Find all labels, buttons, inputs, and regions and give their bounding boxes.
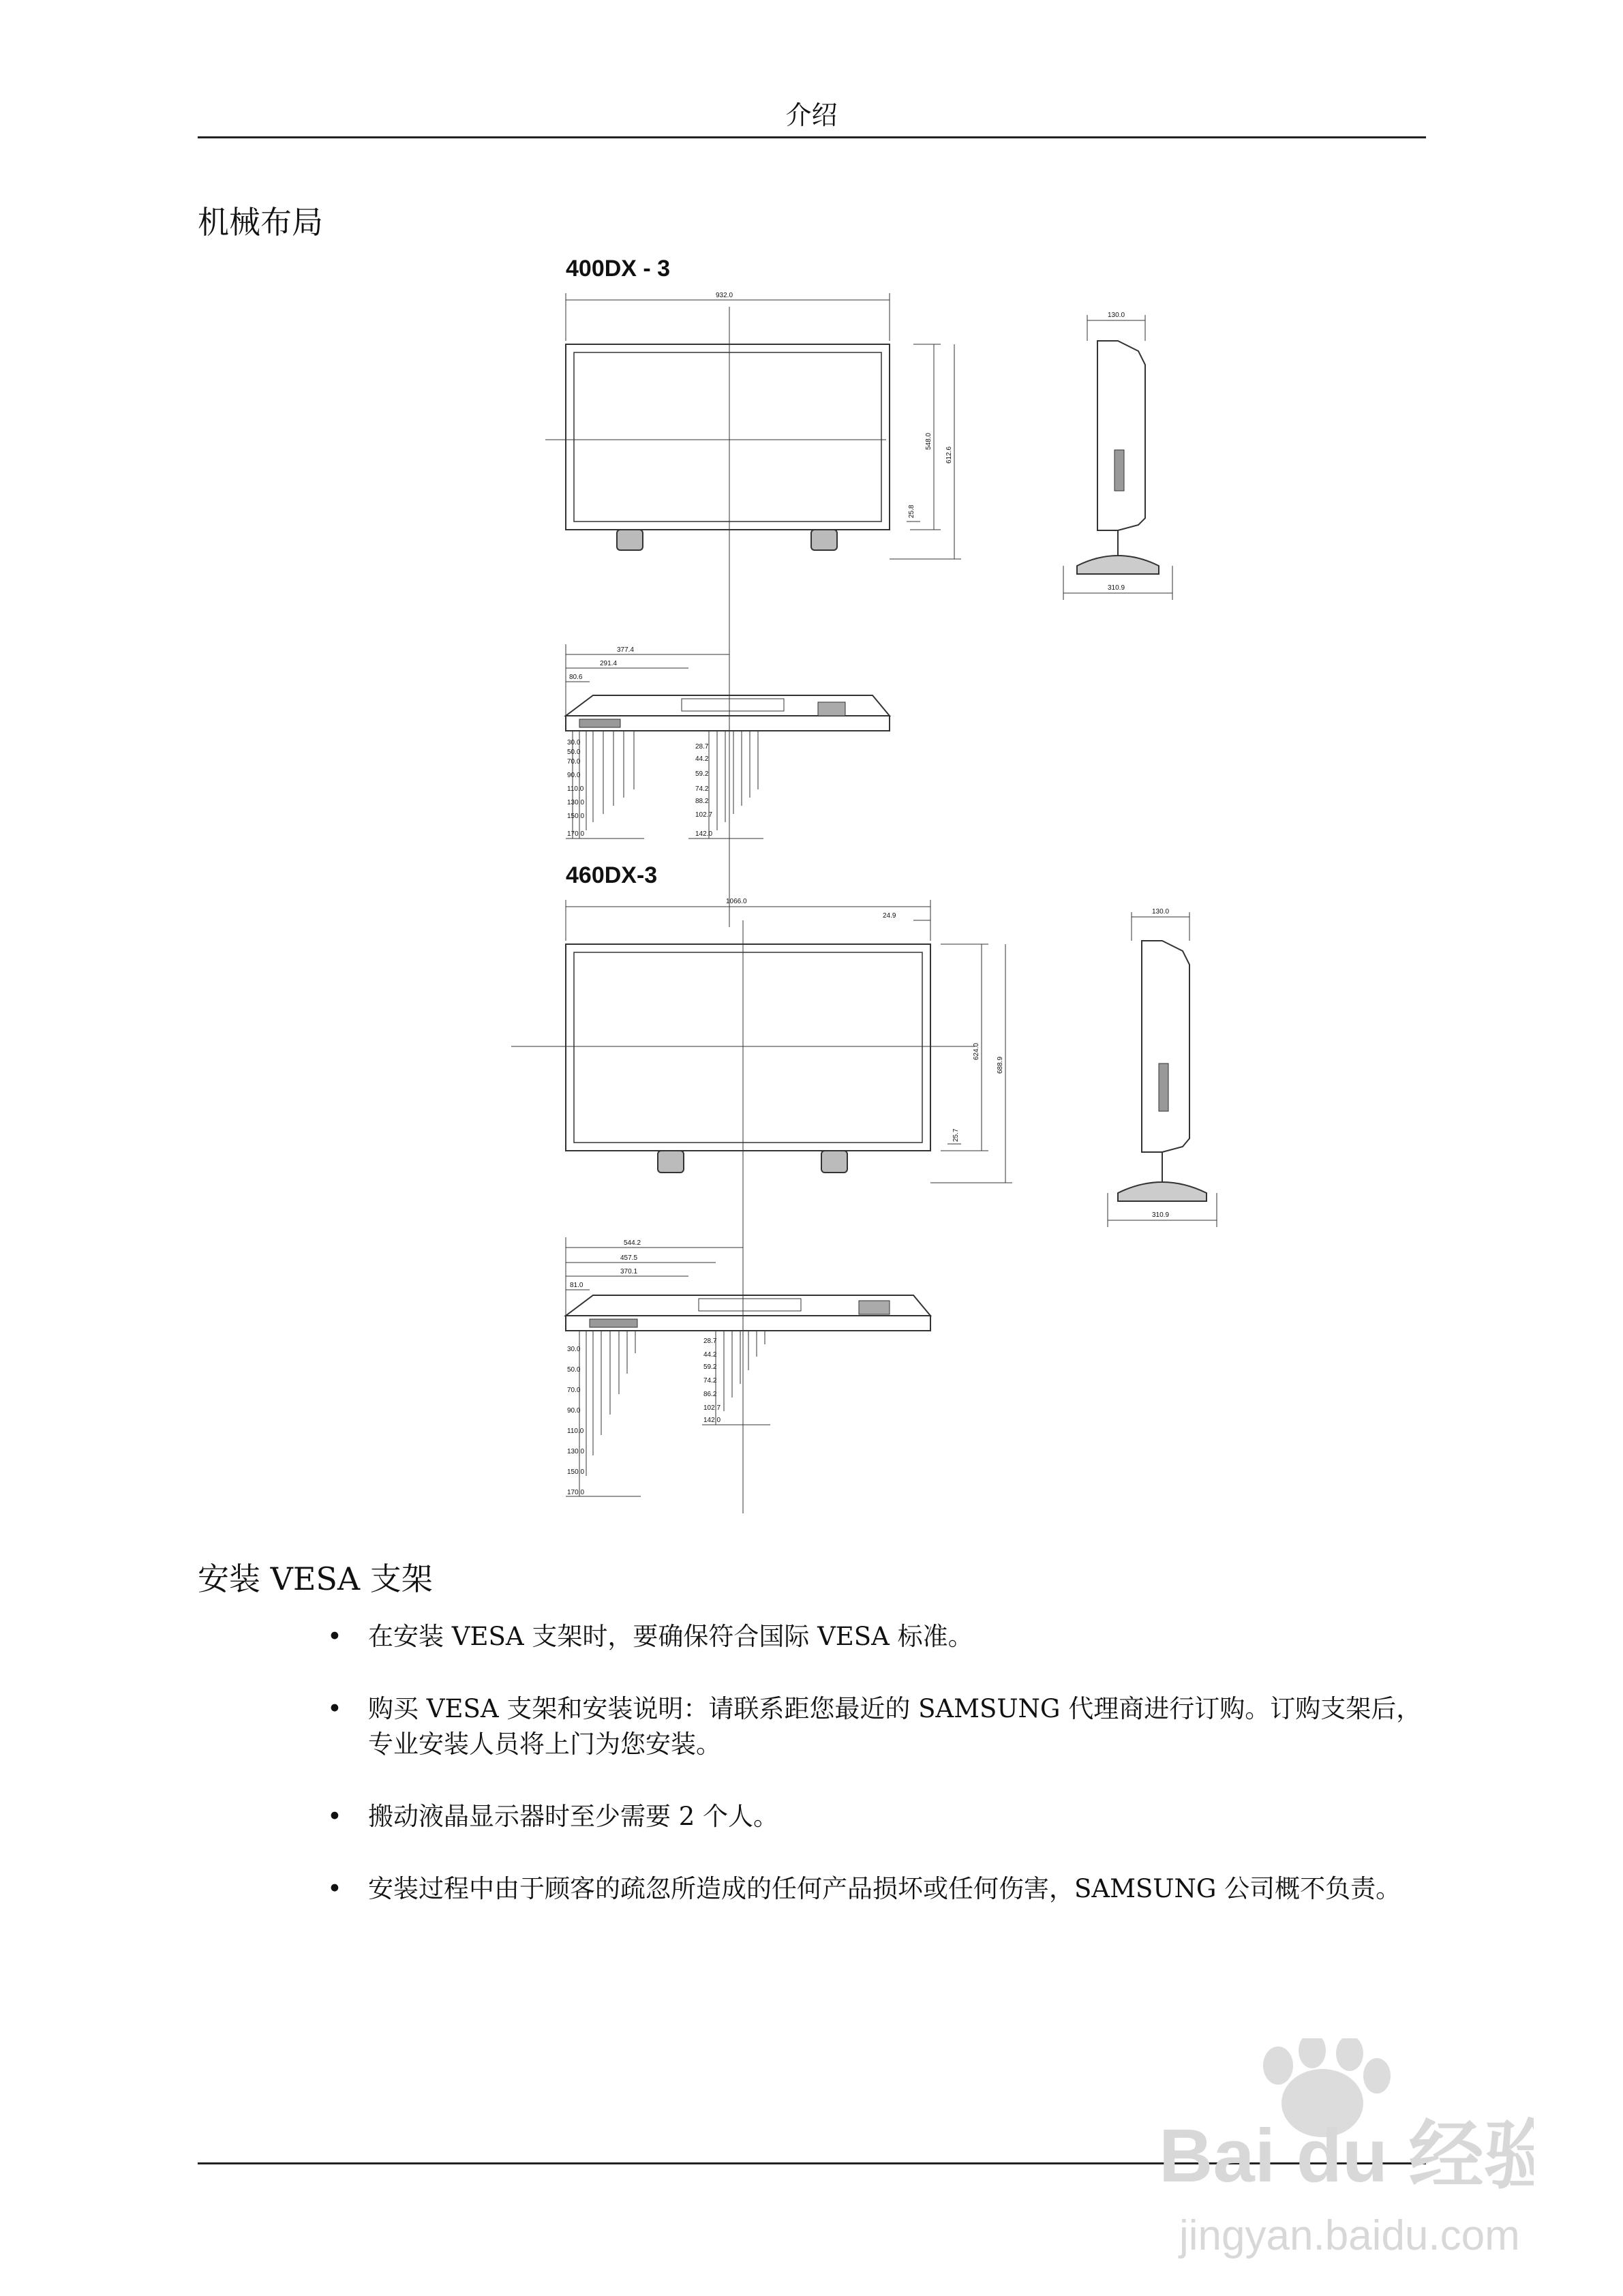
dim-400-left-5: 130.0 (567, 799, 585, 806)
header-rule (198, 136, 1426, 138)
paw-icon (1152, 2038, 1534, 2270)
watermark-url: jingyan.baidu.com (1179, 2212, 1520, 2259)
list-item-text: 安装过程中由于顾客的疏忽所造成的任何产品损坏或任何伤害，SAMSUNG 公司概不负责。 (368, 1874, 1401, 1903)
dim-460-left-6: 150.0 (567, 1468, 585, 1476)
dim-460-bezel: 24.9 (883, 912, 896, 920)
dim-400-bottom: 25.8 (908, 504, 915, 518)
dim-400-right-5: 102.7 (695, 811, 713, 819)
front-bezel-460 (566, 944, 930, 1151)
dim-400-side: 130.0 (1108, 312, 1125, 319)
dim-400-top-2: 80.6 (569, 674, 583, 681)
dim-400-right-3: 74.2 (695, 785, 709, 793)
dim-400-left-3: 90.0 (567, 772, 581, 779)
dim-460-right-4: 86.2 (703, 1391, 717, 1398)
mechanical-diagram (504, 245, 1241, 1516)
dim-400-overall: 612.6 (945, 446, 953, 464)
bullet-icon: • (327, 1874, 342, 1903)
dim-400-top-0: 377.4 (617, 646, 635, 654)
dim-400-right-6: 142.0 (695, 830, 713, 838)
model-name-460: 460DX-3 (566, 862, 658, 888)
dim-460-left-7: 170.0 (567, 1489, 585, 1496)
dim-400-stand: 310.9 (1108, 584, 1125, 592)
dim-460-left-2: 70.0 (567, 1387, 581, 1394)
list-item (320, 1619, 1426, 1655)
front-screen-460 (574, 952, 922, 1143)
dim-460-right-1: 44.2 (703, 1351, 717, 1359)
dim-460-width: 1066.0 (726, 898, 747, 905)
dim-460-left-4: 110.0 (567, 1428, 584, 1435)
dim-400-width: 932.0 (716, 292, 733, 299)
watermark-brand: Bai du 经验 (1159, 2114, 1534, 2198)
dim-460-left-1: 50.0 (567, 1366, 581, 1374)
dim-400-right-0: 28.7 (695, 743, 709, 751)
dim-460-right-5: 102.7 (703, 1404, 721, 1412)
list-item-text: 在安装 VESA 支架时，要确保符合国际 VESA 标准。 (368, 1622, 973, 1651)
dim-460-side: 130.0 (1152, 908, 1170, 916)
dim-460-height: 624.0 (973, 1042, 980, 1060)
dim-400-left-4: 110.0 (567, 785, 584, 793)
dim-460-top-0: 544.2 (624, 1239, 641, 1247)
list-item-text: 购买 VESA 支架和安装说明：请联系距您最近的 SAMSUNG 代理商进行订购。订购支架后，专业安装人员将上门为您安装。 (368, 1694, 1422, 1759)
dim-400-left-2: 70.0 (567, 758, 581, 766)
dim-460-top-2: 370.1 (620, 1268, 638, 1275)
bullet-icon: • (327, 1622, 342, 1651)
front-bezel-400 (566, 344, 890, 530)
dim-400-top-1: 291.4 (600, 660, 618, 667)
dim-460-left-0: 30.0 (567, 1346, 581, 1353)
baidu-watermark (1152, 2038, 1534, 2270)
list-item (320, 1691, 1426, 1762)
dim-460-stand: 310.9 (1152, 1211, 1170, 1219)
page-header-title: 介绍 (785, 100, 838, 130)
dim-460-right-3: 74.2 (703, 1377, 717, 1385)
dim-460-right-0: 28.7 (703, 1338, 717, 1345)
section-title-mechanical: 机械布局 (198, 204, 323, 241)
front-screen-400 (574, 352, 881, 522)
dim-460-right-6: 142.0 (703, 1417, 721, 1424)
dim-460-top-3: 81.0 (570, 1282, 583, 1289)
dim-400-height: 548.0 (925, 432, 932, 450)
dim-460-overall: 688.9 (997, 1056, 1004, 1074)
dim-400-right-1: 44.2 (695, 755, 709, 763)
dim-400-right-4: 88.2 (695, 798, 709, 805)
dim-460-bottom: 25.7 (952, 1128, 960, 1142)
dim-460-left-5: 130.0 (567, 1448, 585, 1455)
dim-400-left-1: 50.0 (567, 749, 581, 756)
list-item (320, 1871, 1426, 1907)
dim-460-left-3: 90.0 (567, 1407, 581, 1415)
section-title-vesa: 安装 VESA 支架 (198, 1560, 433, 1597)
dim-460-right-2: 59.2 (703, 1363, 717, 1371)
dim-400-left-0: 30.0 (567, 739, 581, 746)
dim-460-top-1: 457.5 (620, 1254, 638, 1262)
dim-400-left-6: 150.0 (567, 813, 585, 820)
bullet-icon: • (327, 1802, 342, 1831)
bullet-icon: • (327, 1694, 342, 1723)
model-name-400: 400DX - 3 (566, 256, 671, 282)
list-item (320, 1799, 1426, 1834)
dim-400-right-2: 59.2 (695, 770, 709, 778)
vesa-bullet-list (320, 1619, 1426, 1944)
list-item-text: 搬动液晶显示器时至少需要 2 个人。 (368, 1802, 779, 1831)
dim-400-left-7: 170.0 (567, 830, 585, 838)
